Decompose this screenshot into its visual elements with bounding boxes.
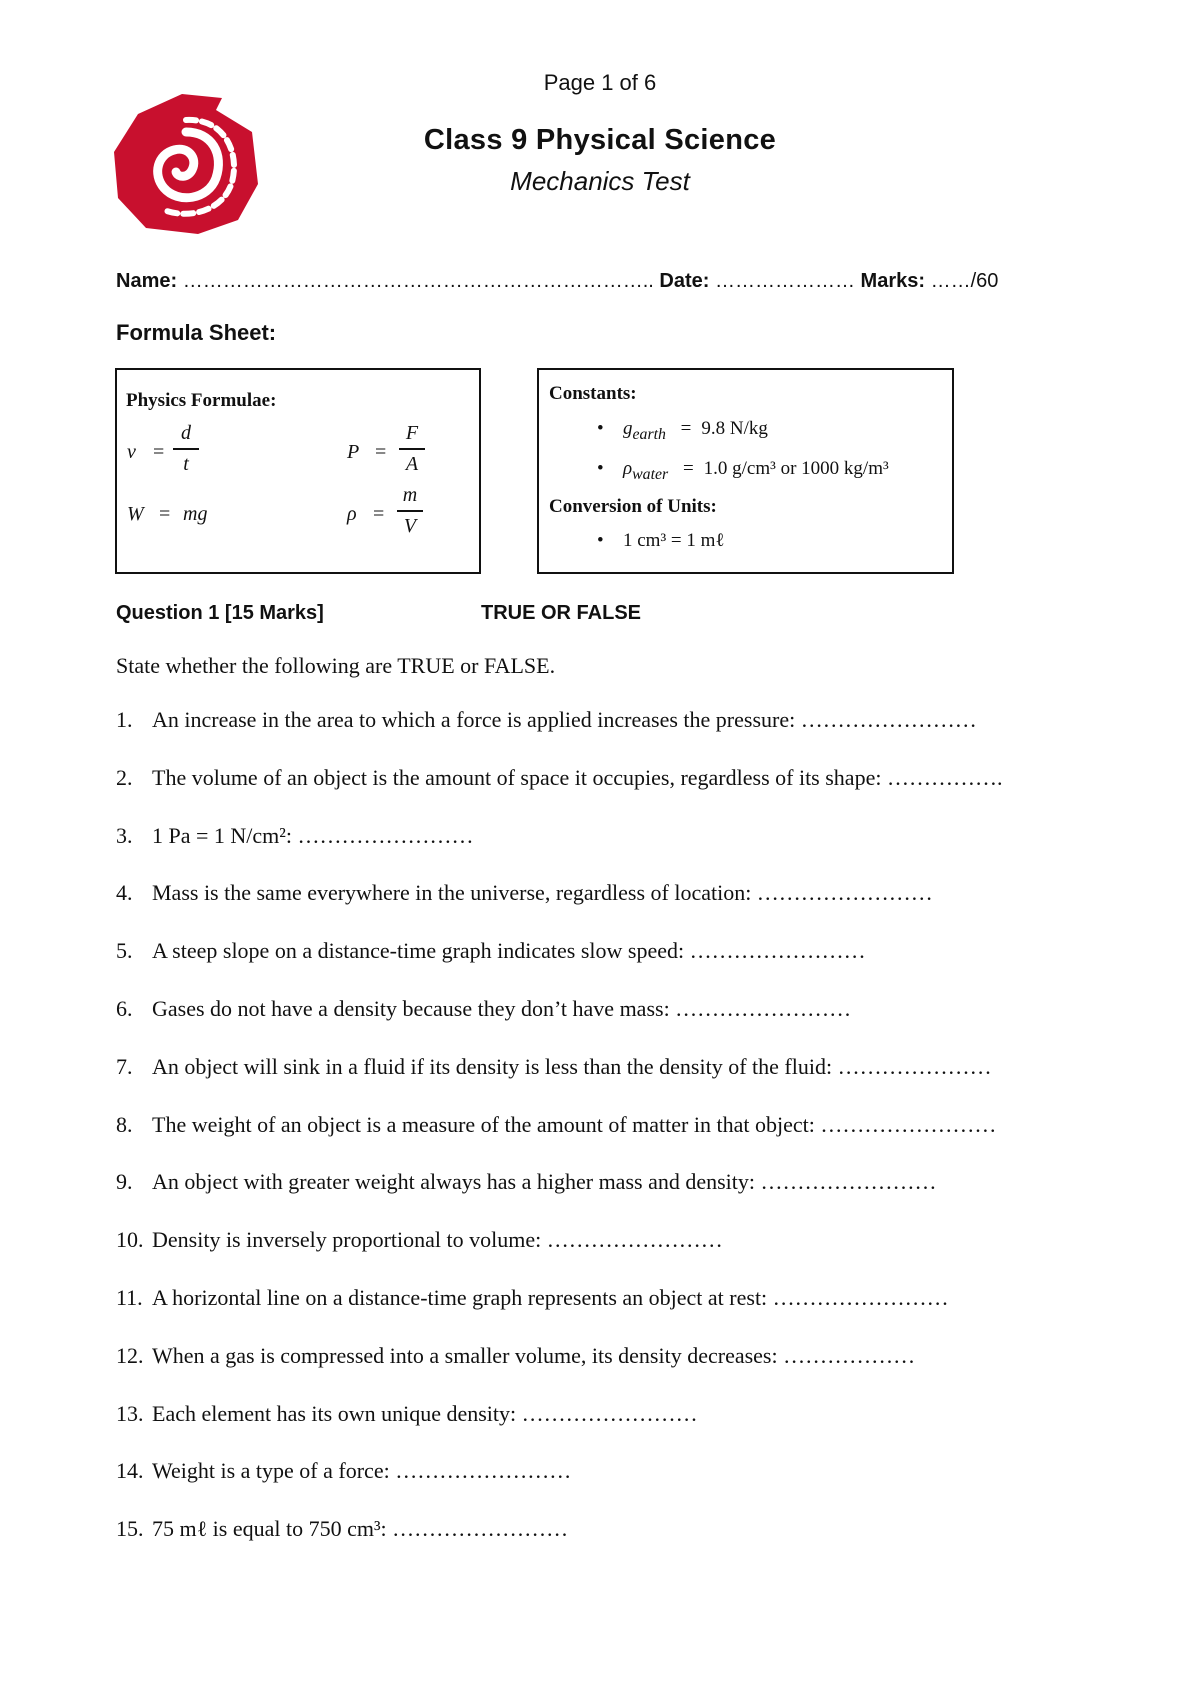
list-item <box>116 1225 1116 1283</box>
document-subtitle: Mechanics Test <box>510 166 690 196</box>
list-item <box>116 1052 1116 1110</box>
list-item <box>116 878 1116 936</box>
fraction-bar <box>399 448 425 450</box>
list-item <box>116 821 1116 879</box>
item-number: 6. <box>116 995 133 1021</box>
density-fraction <box>397 484 423 538</box>
name-label: Name: <box>116 270 178 292</box>
item-number: 10. <box>116 1227 144 1253</box>
question-list <box>116 705 1116 1572</box>
equals-sign: = <box>159 503 171 525</box>
item-text[interactable]: The weight of an object is a measure of the amount of matter in that object: …………………… <box>152 1111 997 1137</box>
constants-box <box>537 368 954 574</box>
velocity-fraction <box>173 422 199 476</box>
item-number: 14. <box>116 1458 144 1484</box>
page-number: Page 1 of 6 <box>543 70 657 95</box>
velocity-lhs: v <box>127 441 136 463</box>
list-item <box>116 705 1116 763</box>
item-number: 8. <box>116 1111 133 1137</box>
item-number: 12. <box>116 1342 144 1368</box>
marks-blank[interactable]: ……/60 <box>930 270 999 292</box>
conversion-item <box>597 530 725 552</box>
question-heading: Question 1 [15 Marks] <box>116 602 324 624</box>
pressure-fraction <box>399 422 425 476</box>
constant-value: 1.0 g/cm³ or 1000 kg/m³ <box>703 458 889 479</box>
weight-lhs: W <box>127 503 144 525</box>
item-text[interactable]: When a gas is compressed into a smaller volume, its density decreases: ……………… <box>152 1342 916 1368</box>
constant-subscript: earth <box>632 425 666 443</box>
formula-sheet-heading: Formula Sheet: <box>116 320 277 345</box>
date-label: Date: <box>659 270 710 292</box>
document-title: Class 9 Physical Science <box>423 124 777 156</box>
name-blank[interactable]: …………………………………………………………….. <box>182 270 654 292</box>
list-item <box>116 1399 1116 1457</box>
conversion-text: 1 cm³ = 1 mℓ <box>623 530 725 551</box>
constant-symbol: g <box>623 418 633 439</box>
list-item <box>116 1341 1116 1399</box>
item-text[interactable]: The volume of an object is the amount of space it occupies, regardless of its shape: ……………. <box>152 764 1003 790</box>
item-number: 7. <box>116 1053 133 1079</box>
item-text[interactable]: 1 Pa = 1 N/cm²: …………………… <box>152 822 474 848</box>
pressure-numerator: F <box>405 422 419 444</box>
item-number: 4. <box>116 880 133 906</box>
density-denominator: V <box>403 514 417 537</box>
fraction-bar <box>173 448 199 450</box>
item-number: 13. <box>116 1400 144 1426</box>
list-item <box>116 1456 1116 1514</box>
fraction-bar <box>397 510 423 512</box>
pressure-denominator: A <box>405 452 419 475</box>
student-info-line <box>116 270 998 293</box>
item-text[interactable]: Weight is a type of a force: …………………… <box>152 1458 572 1484</box>
item-text[interactable]: A horizontal line on a distance-time graph represents an object at rest: …………………… <box>152 1284 949 1310</box>
conversion-title: Conversion of Units: <box>549 496 717 517</box>
physics-formulae-title: Physics Formulae: <box>126 390 277 411</box>
physics-formulae-box <box>115 368 481 574</box>
list-item <box>116 936 1116 994</box>
equals-sign: = <box>682 458 694 479</box>
item-number: 2. <box>116 764 133 790</box>
equals-sign: = <box>373 503 385 525</box>
constant-value: 9.8 N/kg <box>701 418 768 439</box>
constant-symbol: ρ <box>623 458 633 479</box>
list-item <box>116 763 1116 821</box>
constant-subscript: water <box>632 465 669 483</box>
item-text[interactable]: A steep slope on a distance-time graph indicates slow speed: …………………… <box>152 938 866 964</box>
question-type: TRUE OR FALSE <box>481 602 642 624</box>
item-text[interactable]: Gases do not have a density because they don’t have mass: …………………… <box>152 995 852 1021</box>
velocity-numerator: d <box>181 422 191 444</box>
list-item <box>116 1167 1116 1225</box>
item-number: 11. <box>116 1284 143 1310</box>
spiral-logo-icon <box>112 92 260 234</box>
item-text[interactable]: Each element has its own unique density: …………………… <box>152 1400 698 1426</box>
equals-sign: = <box>680 418 692 439</box>
list-item <box>116 1110 1116 1168</box>
density-lhs: ρ <box>347 503 357 525</box>
item-number: 3. <box>116 822 133 848</box>
pressure-lhs: P <box>347 441 360 463</box>
item-text[interactable]: Mass is the same everywhere in the universe, regardless of location: …………………… <box>152 880 933 906</box>
question-instruction: State whether the following are TRUE or FALSE. <box>116 653 556 678</box>
date-blank[interactable]: ………………… <box>714 270 855 292</box>
constants-title: Constants: <box>549 383 637 404</box>
density-numerator: m <box>402 484 418 506</box>
marks-label: Marks: <box>860 270 926 292</box>
constant-gravity <box>597 418 768 444</box>
item-text[interactable]: An increase in the area to which a force is applied increases the pressure: …………………… <box>152 707 977 732</box>
weight-rhs: mg <box>183 503 208 525</box>
equals-sign: = <box>375 441 387 463</box>
item-number: 9. <box>116 1169 133 1195</box>
equals-sign: = <box>153 441 165 463</box>
item-number: 15. <box>116 1516 144 1542</box>
item-text[interactable]: Density is inversely proportional to volume: …………………… <box>152 1227 723 1253</box>
list-item <box>116 1514 1116 1572</box>
constant-water-density <box>597 458 889 484</box>
bullet-icon: • <box>597 418 604 439</box>
list-item <box>116 994 1116 1052</box>
item-number: 5. <box>116 938 133 964</box>
bullet-icon: • <box>597 458 604 479</box>
item-text[interactable]: An object with greater weight always has a higher mass and density: …………………… <box>152 1169 937 1195</box>
item-text[interactable]: 75 mℓ is equal to 750 cm³: …………………… <box>152 1516 569 1542</box>
item-text[interactable]: An object will sink in a fluid if its density is less than the density of the fluid: ………………… <box>152 1053 992 1079</box>
bullet-icon: • <box>597 530 604 551</box>
list-item <box>116 1283 1116 1341</box>
item-number: 1. <box>116 707 133 732</box>
velocity-denominator: t <box>183 452 189 475</box>
